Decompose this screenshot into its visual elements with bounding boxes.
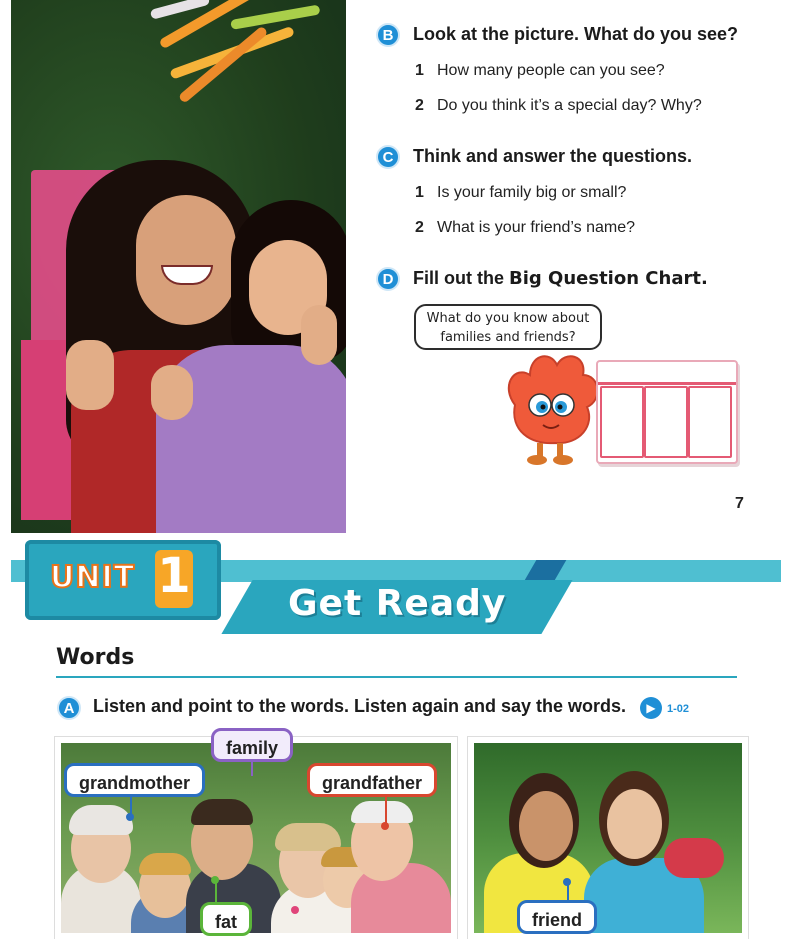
audio-icon[interactable]: ▶	[640, 697, 662, 719]
label-grandmother[interactable]: grandmother	[64, 763, 205, 797]
section-title: Words	[56, 645, 135, 670]
activity-c-badge: C	[376, 145, 400, 169]
activity-d-heading-prefix: Fill out the	[413, 268, 509, 288]
unit-number: 1	[157, 548, 191, 604]
section-divider	[56, 676, 737, 678]
page-number: 7	[735, 495, 744, 512]
question-number: 2	[415, 97, 424, 114]
label-family[interactable]: family	[211, 728, 293, 762]
question-text: Do you think it’s a special day? Why?	[437, 97, 702, 114]
mascot-icon	[495, 345, 605, 470]
question-text: What is your friend’s name?	[437, 219, 636, 236]
unit-title: Get Ready	[288, 583, 507, 624]
top-photo	[11, 0, 346, 533]
activity-c-question-2	[415, 219, 635, 237]
big-question-chart-thumbnail	[596, 360, 738, 464]
question-text: Is your family big or small?	[437, 184, 627, 201]
label-father[interactable]: fat	[200, 902, 252, 936]
question-number: 1	[415, 184, 424, 201]
audio-track-number: 1-02	[667, 703, 690, 715]
activity-d-badge: D	[376, 267, 400, 291]
friends-photo	[468, 737, 748, 939]
label-grandfather[interactable]: grandfather	[307, 763, 437, 797]
activity-d-heading	[413, 268, 708, 289]
question-number: 2	[415, 219, 424, 236]
speech-bubble: What do you know about families and friends?	[414, 304, 602, 350]
activity-b-question-1	[415, 62, 665, 80]
question-text: How many people can you see?	[437, 62, 665, 79]
label-friend[interactable]: friend	[517, 900, 597, 934]
activity-b-heading: Look at the picture. What do you see?	[413, 24, 739, 44]
question-number: 1	[415, 62, 424, 79]
activity-b-question-2	[415, 97, 702, 115]
activity-c-heading: Think and answer the questions.	[413, 146, 693, 166]
activity-a-badge: A	[57, 696, 81, 720]
unit-label: UNIT	[50, 560, 136, 595]
activity-c-question-1	[415, 184, 626, 202]
activity-a-instruction: Listen and point to the words. Listen again and say the words.	[93, 696, 627, 716]
activity-b-badge: B	[376, 23, 400, 47]
big-question-chart-name: Big Question Chart.	[509, 268, 708, 289]
